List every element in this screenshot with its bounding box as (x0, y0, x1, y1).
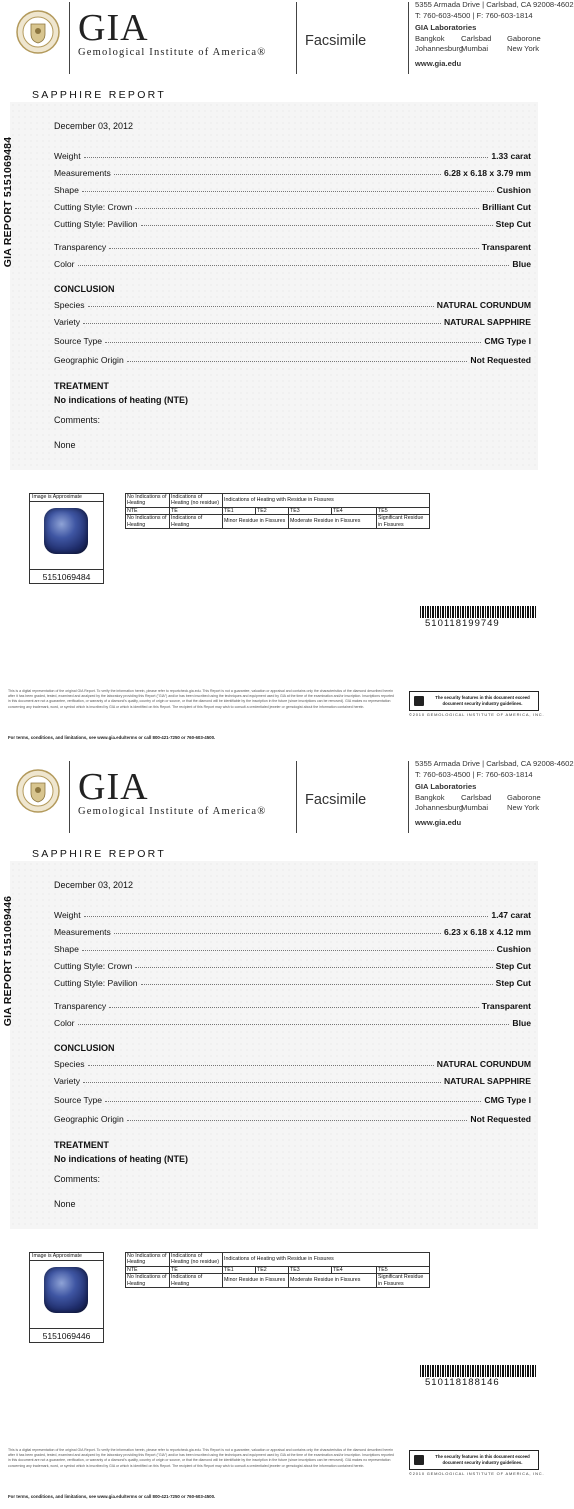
dot-leader (88, 1065, 434, 1066)
gia-seal-icon (16, 769, 60, 813)
disclaimer-text: This is a digital representation of the original GIA Report. To verify the information herein, please refer to reportcheck.gia.edu. This Report is not a guarantee, valuation or appraisal and contains only the characteristics of the diamond described herein after it has been graded, tested, examined and analyzed by the laboratory providing this Report ("GIA") and/or has been inscribed using the techniques and equipment used by GIA at the time of the examination and/or inscription. Inscriptions reported in this document are not a guarantee, verification, or warranty of a diamond's quality, country of origin or source, or that the diamond will be identifiable by the inscription in the future (since inscriptions can be removed). GIA makes no representation concerning any trademark, word, or symbol which is inscribed by GIA or which is identified on this Report. The recipient of this Report may wish to consult a credentialed jeweler or gemologist about the information contained herein. (8, 689, 394, 709)
lab-city: Carlsbad (461, 33, 492, 43)
image-report-number: 5151069446 (30, 1328, 103, 1341)
row-value: Not Requested (470, 355, 531, 365)
row-value: CMG Type I (484, 1095, 531, 1105)
security-features-box (409, 1450, 539, 1470)
row-value: Blue (512, 259, 531, 269)
side-report-number: GIA REPORT 5151069484 (2, 136, 14, 268)
image-report-number: 5151069484 (30, 569, 103, 582)
table-cell: Moderate Residue in Fissures (289, 515, 377, 529)
gia-full-name: Gemological Institute of America® (78, 806, 267, 817)
table-cell: TE2 (256, 507, 289, 514)
row-label: Source Type (54, 1095, 103, 1105)
row-value: NATURAL CORUNDUM (436, 300, 531, 310)
dot-leader (109, 1007, 479, 1008)
treatment-heading: TREATMENT (54, 381, 109, 391)
row-label: Color (54, 259, 75, 269)
row-label: Transparency (54, 242, 107, 252)
barcode-number: 510118199749 (425, 618, 500, 629)
dot-leader (84, 157, 489, 158)
row-label: Color (54, 1018, 75, 1028)
side-report-number: GIA REPORT 5151069446 (2, 895, 14, 1027)
row-value: Not Requested (470, 1114, 531, 1124)
row-label: Shape (54, 185, 79, 195)
table-cell: TE3 (289, 1266, 332, 1273)
row-value: 6.23 x 6.18 x 4.12 mm (444, 927, 531, 937)
table-cell: No Indications of Heating (126, 1253, 170, 1267)
shape-row (54, 183, 531, 195)
conclusion-heading: CONCLUSION (54, 1043, 115, 1053)
divider (296, 761, 297, 833)
source-type-row (54, 334, 531, 346)
table-cell: Indications of Heating with Residue in Fissures (223, 1253, 430, 1267)
row-value: Brilliant Cut (482, 202, 531, 212)
dot-leader (127, 1120, 468, 1121)
row-value: Blue (512, 1018, 531, 1028)
image-caption: Image is Approximate (30, 494, 103, 502)
row-value: NATURAL SAPPHIRE (443, 317, 531, 327)
comments-label: Comments: (54, 415, 101, 425)
address-line: 5355 Armada Drive | Carlsbad, CA 92008-4602 (415, 759, 574, 768)
dot-leader (114, 174, 441, 175)
table-cell: Indications of Heating (no residue) (170, 1253, 223, 1267)
weight-row (54, 149, 531, 161)
comments-label: Comments: (54, 1174, 101, 1184)
dot-leader (82, 191, 494, 192)
table-cell: TE5 (377, 1266, 430, 1273)
row-label: Species (54, 1059, 85, 1069)
row-label: Cutting Style: Pavilion (54, 978, 138, 988)
heating-indications-table (125, 493, 430, 529)
row-label: Species (54, 300, 85, 310)
species-row (54, 298, 531, 310)
weight-row (54, 908, 531, 920)
barcode-number: 510118188146 (425, 1377, 500, 1388)
lab-city: New York (507, 803, 540, 812)
table-cell: Indications of Heating (no residue) (170, 494, 223, 508)
origin-row (54, 1112, 531, 1124)
sapphire-report-1 (0, 0, 574, 750)
lab-city: Johannesburg (415, 803, 464, 812)
lab-city: Mumbai (461, 44, 489, 53)
lab-city: Carlsbad (461, 792, 492, 802)
dot-leader (105, 342, 481, 343)
table-cell: No Indications of Heating (126, 494, 170, 508)
address-line: 5355 Armada Drive | Carlsbad, CA 92008-4602 (415, 0, 574, 9)
terms-text: For terms, conditions, and limitations, see www.gia.edu/terms or call 800-421-7250 or 760-603-4500. (8, 1494, 216, 1499)
divider (69, 2, 70, 74)
disclaimer-text: This is a digital representation of the original GIA Report. To verify the information herein, please refer to reportcheck.gia.edu. This Report is not a guarantee, valuation or appraisal and contains only the characteristics of the diamond described herein after it has been graded, tested, examined and analyzed by the laboratory providing this Report ("GIA") and/or has been inscribed using the techniques and equipment used by GIA at the time of the examination and/or inscription. Inscriptions reported in this document are not a guarantee, verification, or warranty of a diamond's quality, country of origin or source, or that the diamond will be identifiable by the inscription in the future (since inscriptions can be removed). GIA makes no representation concerning any trademark, word, or symbol which is inscribed by GIA or which is identified on this Report. The recipient of this Report may wish to consult a credentialed jeweler or gemologist about the information contained herein. (8, 1448, 394, 1468)
divider (69, 761, 70, 833)
lab-city: Gaborone (507, 792, 541, 802)
dot-leader (127, 361, 468, 362)
row-label: Variety (54, 1076, 81, 1086)
lab-city: Johannesburg (415, 44, 464, 53)
lock-icon (414, 696, 424, 706)
crown-row (54, 959, 531, 971)
table-cell: TE4 (332, 1266, 377, 1273)
report-date: December 03, 2012 (54, 880, 134, 890)
dot-leader (82, 950, 494, 951)
report-title: SAPPHIRE REPORT (32, 848, 167, 860)
image-caption: Image is Approximate (30, 1253, 103, 1261)
table-cell: Moderate Residue in Fissures (289, 1274, 377, 1288)
row-value: 6.28 x 6.18 x 3.79 mm (444, 168, 531, 178)
labs-list (415, 793, 574, 814)
species-row (54, 1057, 531, 1069)
dot-leader (78, 265, 510, 266)
report-title: SAPPHIRE REPORT (32, 89, 167, 101)
table-cell: Significant Residue in Fissures (377, 1274, 430, 1288)
dot-leader (88, 306, 434, 307)
row-label: Shape (54, 944, 79, 954)
row-label: Weight (54, 151, 81, 161)
facsimile-label: Facsimile (305, 33, 367, 49)
treatment-result: No indications of heating (NTE) (54, 395, 188, 405)
dot-leader (141, 225, 493, 226)
dot-leader (135, 967, 492, 968)
dot-leader (83, 1082, 441, 1083)
table-cell: Significant Residue in Fissures (377, 515, 430, 529)
dot-leader (114, 933, 441, 934)
row-value: CMG Type I (484, 336, 531, 346)
table-cell: Minor Residue in Fissures (223, 1274, 289, 1288)
phone-line: T: 760-603-4500 | F: 760-603-1814 (415, 10, 533, 20)
gem-image-box (29, 493, 104, 584)
crown-row (54, 200, 531, 212)
row-label: Cutting Style: Pavilion (54, 219, 138, 229)
row-value: NATURAL CORUNDUM (436, 1059, 531, 1069)
shape-row (54, 942, 531, 954)
dot-leader (84, 916, 489, 917)
phone-line: T: 760-603-4500 | F: 760-603-1814 (415, 769, 533, 779)
report-date: December 03, 2012 (54, 121, 134, 131)
gia-seal-icon (16, 10, 60, 54)
lab-city: Mumbai (461, 803, 489, 812)
row-value: 1.33 carat (491, 151, 531, 161)
row-value: Step Cut (495, 219, 531, 229)
measurements-row (54, 925, 531, 937)
lab-address-block (415, 759, 574, 828)
row-label: Geographic Origin (54, 1114, 124, 1124)
labs-title: GIA Laboratories (415, 782, 477, 791)
pavilion-row (54, 976, 531, 988)
transparency-row (54, 240, 531, 252)
row-label: Geographic Origin (54, 355, 124, 365)
sapphire-photo (44, 508, 88, 554)
facsimile-label: Facsimile (305, 792, 367, 808)
table-cell: TE2 (256, 1266, 289, 1273)
labs-title: GIA Laboratories (415, 23, 477, 32)
lab-city: Gaborone (507, 33, 541, 43)
variety-row (54, 315, 531, 327)
table-cell: NTE (126, 1266, 170, 1273)
row-value: Cushion (496, 185, 531, 195)
transparency-row (54, 999, 531, 1011)
security-text: The security features in this document exceed document security industry guidelines. (435, 695, 530, 706)
dot-leader (135, 208, 479, 209)
lab-city: Bangkok (415, 792, 445, 802)
comments-value: None (54, 440, 76, 450)
security-features-box (409, 691, 539, 711)
row-label: Measurements (54, 927, 111, 937)
gia-logo-word: GIA (78, 7, 149, 49)
copyright-text: ©2010 GEMOLOGICAL INSTITUTE OF AMERICA, INC. (409, 712, 545, 717)
table-cell: TE (170, 1266, 223, 1273)
dot-leader (78, 1024, 510, 1025)
conclusion-heading: CONCLUSION (54, 284, 115, 294)
variety-row (54, 1074, 531, 1086)
terms-text: For terms, conditions, and limitations, see www.gia.edu/terms or call 800-421-7250 or 760-603-4500. (8, 735, 216, 740)
lock-icon (414, 1455, 424, 1465)
table-cell: TE4 (332, 507, 377, 514)
barcode (420, 1365, 536, 1377)
table-cell: TE5 (377, 507, 430, 514)
barcode (420, 606, 536, 618)
row-label: Weight (54, 910, 81, 920)
divider (408, 761, 409, 833)
sapphire-photo (44, 1267, 88, 1313)
table-cell: Indications of Heating with Residue in Fissures (223, 494, 430, 508)
dot-leader (141, 984, 493, 985)
table-cell: TE3 (289, 507, 332, 514)
table-cell: TE1 (223, 1266, 256, 1273)
table-cell: TE1 (223, 507, 256, 514)
comments-value: None (54, 1199, 76, 1209)
lab-city: New York (507, 44, 540, 53)
color-row (54, 257, 531, 269)
table-cell: No Indications of Heating (126, 515, 170, 529)
dot-leader (109, 248, 479, 249)
measurements-row (54, 166, 531, 178)
row-value: 1.47 carat (491, 910, 531, 920)
row-value: Transparent (481, 1001, 531, 1011)
dot-leader (105, 1101, 481, 1102)
table-cell: NTE (126, 507, 170, 514)
gia-logo-word: GIA (78, 766, 149, 808)
divider (296, 2, 297, 74)
row-label: Cutting Style: Crown (54, 961, 133, 971)
row-value: Step Cut (495, 961, 531, 971)
row-label: Source Type (54, 336, 103, 346)
row-label: Transparency (54, 1001, 107, 1011)
website-link[interactable]: www.gia.edu (415, 58, 462, 68)
row-value: Cushion (496, 944, 531, 954)
gia-full-name: Gemological Institute of America® (78, 47, 267, 58)
source-type-row (54, 1093, 531, 1105)
table-cell: No Indications of Heating (126, 1274, 170, 1288)
pavilion-row (54, 217, 531, 229)
color-row (54, 1016, 531, 1028)
table-cell: Minor Residue in Fissures (223, 515, 289, 529)
row-label: Variety (54, 317, 81, 327)
report-header (0, 0, 574, 80)
table-cell: Indications of Heating (170, 1274, 223, 1288)
lab-address-block (415, 0, 574, 69)
report-header (0, 759, 574, 839)
lab-city: Bangkok (415, 33, 445, 43)
table-cell: Indications of Heating (170, 515, 223, 529)
copyright-text: ©2010 GEMOLOGICAL INSTITUTE OF AMERICA, INC. (409, 1471, 545, 1476)
row-value: Step Cut (495, 978, 531, 988)
treatment-heading: TREATMENT (54, 1140, 109, 1150)
divider (408, 2, 409, 74)
gem-image-box (29, 1252, 104, 1343)
treatment-result: No indications of heating (NTE) (54, 1154, 188, 1164)
sapphire-report-2 (0, 759, 574, 1509)
row-label: Cutting Style: Crown (54, 202, 133, 212)
origin-row (54, 353, 531, 365)
website-link[interactable]: www.gia.edu (415, 817, 462, 827)
row-value: NATURAL SAPPHIRE (443, 1076, 531, 1086)
table-cell: TE (170, 507, 223, 514)
labs-list (415, 34, 574, 55)
heating-indications-table (125, 1252, 430, 1288)
row-label: Measurements (54, 168, 111, 178)
dot-leader (83, 323, 441, 324)
row-value: Transparent (481, 242, 531, 252)
security-text: The security features in this document exceed document security industry guidelines. (435, 1454, 530, 1465)
